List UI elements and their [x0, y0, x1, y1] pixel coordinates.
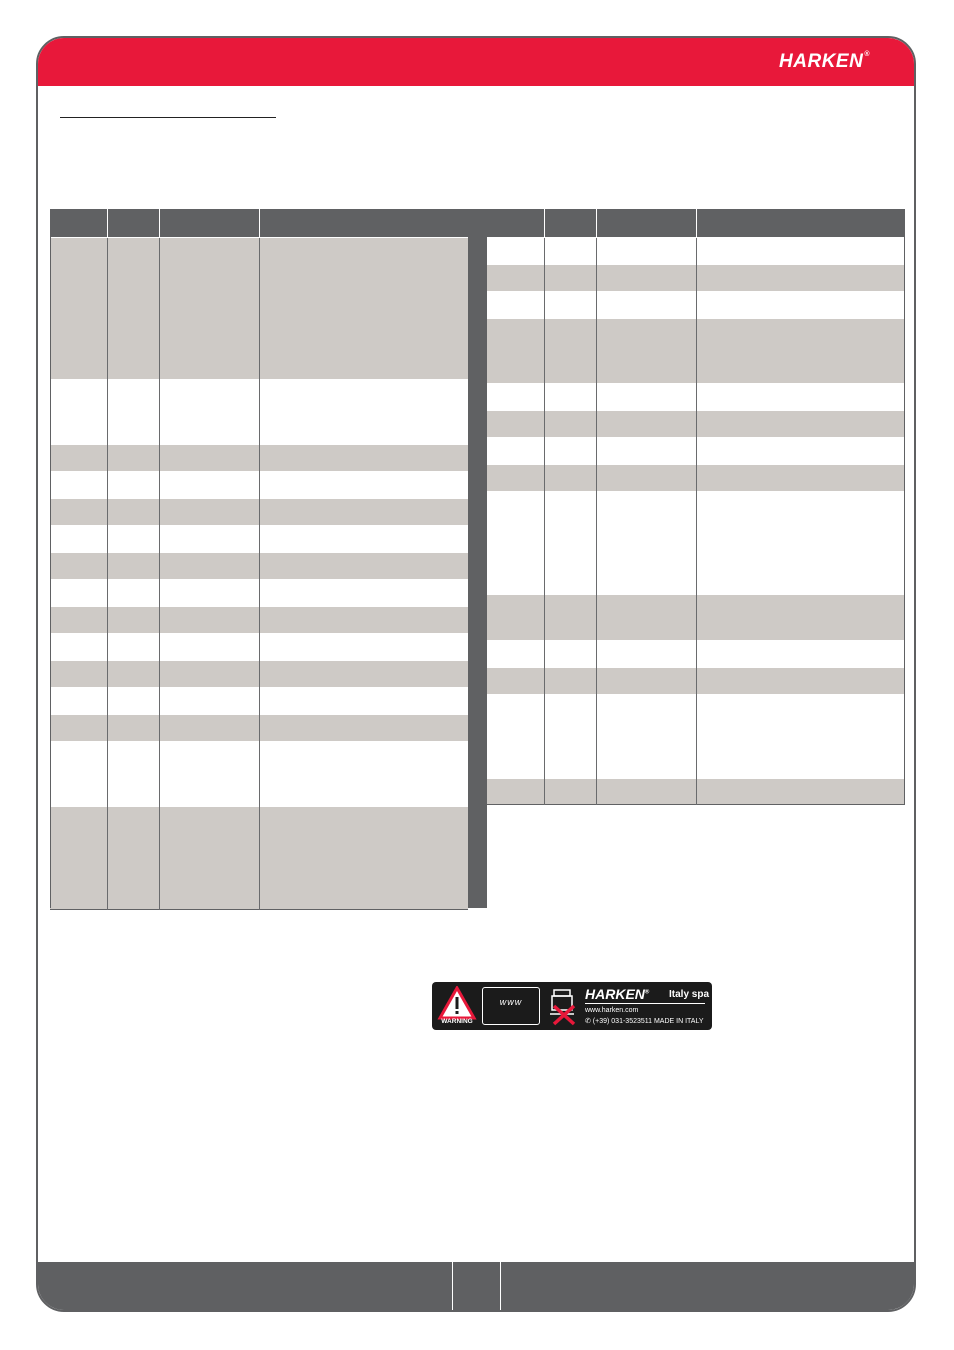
sticker-brand-suffix: Italy spa	[669, 989, 710, 1000]
table-row	[487, 465, 905, 492]
table-row	[487, 492, 905, 595]
parts-table-left	[50, 209, 468, 910]
table-row	[50, 499, 468, 526]
no-winch-handle-icon	[542, 986, 582, 1026]
table-row	[50, 661, 468, 688]
book-label: www	[499, 997, 523, 1007]
table-row	[50, 580, 468, 607]
header-cell	[696, 209, 905, 238]
table-row	[50, 445, 468, 472]
footer-divider	[500, 1262, 501, 1310]
header-cell	[50, 209, 107, 238]
sticker-divider	[585, 1003, 705, 1004]
table-row	[50, 553, 468, 580]
table-row	[50, 526, 468, 553]
sticker-phone: ✆ (+39) 031-3523511 MADE IN ITALY	[585, 1018, 704, 1025]
table-row	[50, 607, 468, 634]
table-row	[487, 595, 905, 641]
sticker-brand: HARKEN®	[585, 986, 650, 1002]
section-title-underline	[60, 117, 276, 118]
table-row	[487, 292, 905, 319]
table-header-row	[50, 209, 468, 238]
table-row	[50, 715, 468, 742]
header-bar	[38, 38, 914, 86]
sticker-website: www.harken.com	[585, 1007, 639, 1014]
table-row	[487, 668, 905, 695]
table-row	[487, 238, 905, 265]
header-cell	[159, 209, 259, 238]
parts-table-right	[487, 209, 905, 805]
table-separator-bar	[468, 209, 487, 908]
table-row	[487, 265, 905, 292]
table-row	[50, 807, 468, 910]
table-row	[50, 688, 468, 715]
footer-bar	[38, 1262, 914, 1310]
table-row	[50, 742, 468, 807]
header-cell	[544, 209, 596, 238]
table-row	[50, 634, 468, 661]
table-left-border	[50, 237, 51, 908]
table-row	[50, 380, 468, 445]
header-cell	[487, 209, 544, 238]
harken-logo: HARKEN®	[779, 51, 870, 72]
table-row	[487, 695, 905, 779]
table-header-row	[487, 209, 905, 238]
warning-label: WARNING	[441, 1018, 473, 1025]
warning-sticker	[432, 982, 712, 1030]
table-row	[487, 384, 905, 411]
header-cell	[259, 209, 468, 238]
table-row	[487, 438, 905, 465]
header-cell	[596, 209, 696, 238]
table-row	[50, 472, 468, 499]
table-row	[487, 411, 905, 438]
table-row	[487, 319, 905, 384]
header-cell	[107, 209, 159, 238]
table-row	[487, 641, 905, 668]
table-right-border	[904, 237, 905, 804]
table-row	[487, 779, 905, 805]
table-row	[50, 238, 468, 380]
footer-divider	[452, 1262, 453, 1310]
